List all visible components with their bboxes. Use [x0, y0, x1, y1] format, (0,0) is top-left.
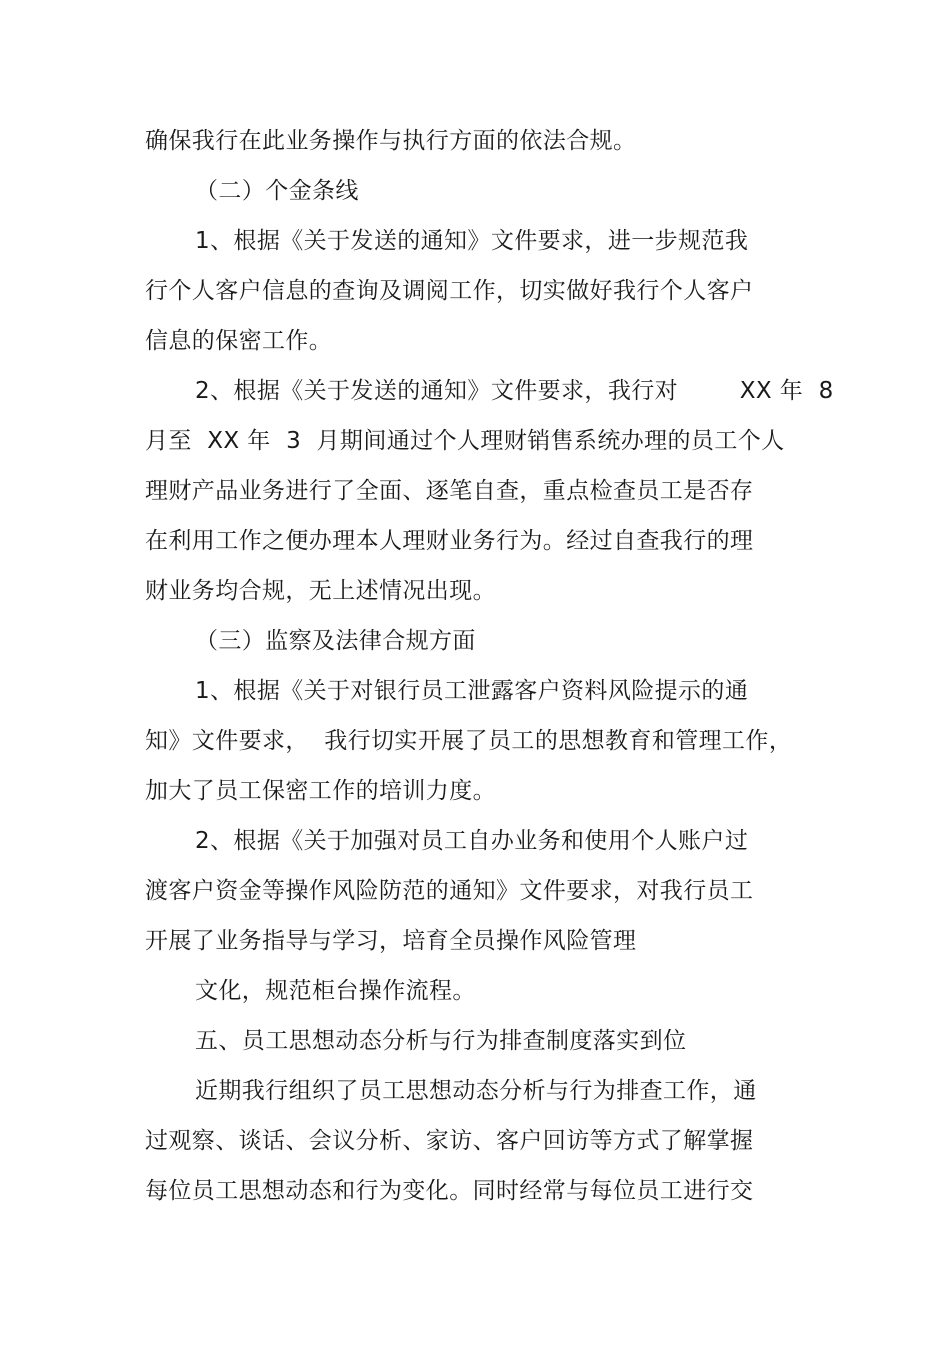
- text-line: 确保我行在此业务操作与执行方面的依法合规。: [145, 128, 637, 154]
- section-heading: （三）监察及法律合规方面: [195, 628, 476, 654]
- text-line: 开展了业务指导与学习，培育全员操作风险管理: [145, 928, 637, 954]
- text-line: 信息的保密工作。: [145, 328, 333, 354]
- section-heading: （二）个金条线: [195, 178, 359, 204]
- text-line: 每位员工思想动态和行为变化。同时经常与每位员工进行交: [145, 1178, 754, 1204]
- text-line: 财业务均合规，无上述情况出现。: [145, 578, 496, 604]
- text-line: 在利用工作之便办理本人理财业务行为。经过自查我行的理: [145, 528, 754, 554]
- text-line: 行个人客户信息的查询及调阅工作，切实做好我行个人客户: [145, 278, 754, 304]
- text-line: 2、根据《关于发送的通知》文件要求，我行对 XX 年 8: [195, 378, 834, 404]
- text-line: 文化，规范柜台操作流程。: [195, 978, 476, 1004]
- text-line: 加大了员工保密工作的培训力度。: [145, 778, 496, 804]
- text-line: 1、根据《关于对银行员工泄露客户资料风险提示的通: [195, 678, 749, 704]
- text-line: 1、根据《关于发送的通知》文件要求，进一步规范我: [195, 228, 749, 254]
- section-heading: 五、员工思想动态分析与行为排查制度落实到位: [195, 1028, 687, 1054]
- text-line: 近期我行组织了员工思想动态分析与行为排查工作，通: [195, 1078, 757, 1104]
- text-line: 月至 XX 年 3 月期间通过个人理财销售系统办理的员工个人: [145, 428, 785, 454]
- text-line: 过观察、谈话、会议分析、家访、客户回访等方式了解掌握: [145, 1128, 754, 1154]
- text-line: 知》文件要求， 我行切实开展了员工的思想教育和管理工作，: [145, 728, 793, 754]
- text-line: 渡客户资金等操作风险防范的通知》文件要求，对我行员工: [145, 878, 754, 904]
- text-line: 理财产品业务进行了全面、逐笔自查，重点检查员工是否存: [145, 478, 754, 504]
- text-line: 2、根据《关于加强对员工自办业务和使用个人账户过: [195, 828, 749, 854]
